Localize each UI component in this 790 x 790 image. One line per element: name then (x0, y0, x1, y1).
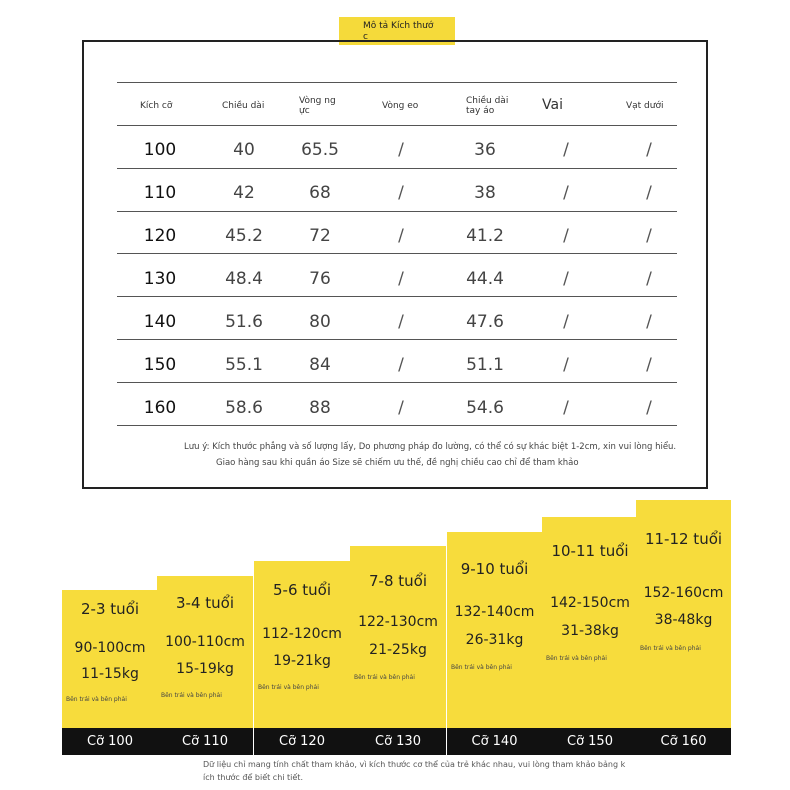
card-side-note: Bên trái và bên phải (546, 655, 607, 662)
header-sleeve-line2: tay áo (466, 106, 495, 116)
row-divider (117, 339, 677, 340)
cell-shoulder: / (563, 398, 569, 418)
cell-size: 110 (143, 183, 177, 203)
cell-waist: / (398, 140, 404, 160)
card-age: 7-8 tuổi (368, 572, 427, 590)
card-weight: 26-31kg (465, 632, 524, 648)
cell-waist: / (398, 226, 404, 246)
cell-chest: 80 (309, 312, 331, 332)
cell-size: 160 (143, 398, 177, 418)
cell-size: 130 (143, 269, 177, 289)
cell-chest: 68 (309, 183, 331, 203)
cell-shoulder: / (563, 140, 569, 160)
title-line-2: c (363, 32, 368, 42)
cell-length: 58.6 (225, 398, 263, 418)
cell-sleeve: 44.4 (466, 269, 504, 289)
card-age: 5-6 tuổi (272, 581, 331, 599)
card-size-label: Cỡ 130 (350, 728, 446, 755)
header-waist: Vòng eo (382, 101, 419, 111)
size-card-160 (636, 500, 731, 755)
cell-length: 48.4 (225, 269, 263, 289)
cell-chest: 84 (309, 355, 331, 375)
cell-chest: 72 (309, 226, 331, 246)
card-age: 3-4 tuổi (175, 594, 234, 612)
cell-sleeve: 54.6 (466, 398, 504, 418)
cell-shoulder: / (563, 355, 569, 375)
card-weight: 15-19kg (176, 661, 234, 677)
card-side-note: Bên trái và bên phải (451, 664, 512, 671)
size-card-130 (350, 546, 446, 755)
table-bottom-rule (117, 425, 677, 426)
card-side-note: Bên trái và bên phải (640, 645, 701, 652)
card-size-label: Cỡ 140 (447, 728, 542, 755)
header-sleeve (466, 96, 508, 116)
table-top-rule (117, 82, 677, 83)
card-side-note: Bên trái và bên phải (258, 684, 319, 691)
card-weight: 11-15kg (81, 666, 139, 682)
cell-waist: / (398, 398, 404, 418)
cell-hem: / (646, 183, 652, 203)
cell-sleeve: 36 (474, 140, 496, 160)
card-weight: 19-21kg (273, 653, 331, 669)
cell-sleeve: 47.6 (466, 312, 504, 332)
card-side-note: Bên trái và bên phải (354, 674, 415, 681)
cell-chest: 88 (309, 398, 331, 418)
cell-hem: / (646, 140, 652, 160)
header-size: Kích cỡ (140, 101, 173, 111)
cell-shoulder: / (563, 312, 569, 332)
card-weight: 31-38kg (561, 623, 619, 639)
footer-disclaimer-line2: ích thước để biết chi tiết. (203, 773, 303, 782)
card-height: 122-130cm (358, 614, 438, 630)
cell-hem: / (646, 269, 652, 289)
card-height: 112-120cm (262, 626, 342, 642)
card-side-note: Bên trái và bên phải (66, 696, 127, 703)
cell-hem: / (646, 226, 652, 246)
footer-disclaimer-line1: Dữ liệu chỉ mang tính chất tham khảo, vì kích thước cơ thể của trẻ khác nhau, vui lòng tham khảo bảng k (203, 760, 626, 769)
cell-size: 140 (143, 312, 177, 332)
cell-sleeve: 41.2 (466, 226, 504, 246)
card-weight: 38-48kg (654, 612, 713, 628)
header-rule (117, 125, 677, 126)
row-divider (117, 382, 677, 383)
measurement-note-line2: Giao hàng sau khi quần áo Size sẽ chiếm ưu thế, đề nghị chiều cao chỉ để tham khảo (216, 458, 579, 468)
card-height: 90-100cm (74, 640, 146, 656)
row-divider (117, 211, 677, 212)
cell-hem: / (646, 355, 652, 375)
header-chest-line1: Vòng ng (299, 96, 336, 106)
row-divider (117, 296, 677, 297)
card-height: 142-150cm (550, 595, 630, 611)
card-size-label: Cỡ 100 (62, 728, 158, 755)
row-divider (117, 168, 677, 169)
cell-size: 100 (143, 140, 177, 160)
cell-waist: / (398, 269, 404, 289)
header-length: Chiều dài (222, 101, 265, 111)
cell-shoulder: / (563, 183, 569, 203)
card-age: 2-3 tuổi (80, 600, 139, 618)
size-card-140 (447, 532, 542, 755)
card-size-label: Cỡ 110 (157, 728, 253, 755)
header-chest-line2: ực (299, 106, 310, 116)
title-line-1: Mô tả Kích thướ (363, 21, 434, 31)
card-height: 100-110cm (165, 634, 245, 650)
cell-hem: / (646, 398, 652, 418)
cell-size: 120 (143, 226, 177, 246)
cell-length: 42 (233, 183, 255, 203)
size-card-150 (542, 517, 638, 755)
cell-length: 55.1 (225, 355, 263, 375)
cell-waist: / (398, 183, 404, 203)
card-weight: 21-25kg (369, 642, 427, 658)
size-card-120 (254, 561, 350, 755)
header-shoulder: Vai (542, 97, 563, 113)
card-age: 11-12 tuổi (644, 530, 723, 548)
cell-length: 40 (233, 140, 255, 160)
card-size-label: Cỡ 160 (636, 728, 731, 755)
cell-length: 45.2 (225, 226, 263, 246)
cell-hem: / (646, 312, 652, 332)
size-card-100 (62, 590, 158, 755)
card-height: 152-160cm (643, 585, 724, 601)
card-size-label: Cỡ 150 (542, 728, 638, 755)
cell-waist: / (398, 312, 404, 332)
header-chest (299, 96, 336, 116)
cell-shoulder: / (563, 269, 569, 289)
cell-size: 150 (143, 355, 177, 375)
row-divider (117, 253, 677, 254)
cell-chest: 65.5 (301, 140, 339, 160)
cell-chest: 76 (309, 269, 331, 289)
cell-sleeve: 38 (474, 183, 496, 203)
card-height: 132-140cm (454, 604, 535, 620)
header-hem: Vạt dưới (626, 101, 664, 111)
cell-shoulder: / (563, 226, 569, 246)
card-age: 10-11 tuổi (551, 542, 629, 560)
header-sleeve-line1: Chiều dài (466, 96, 509, 106)
cell-length: 51.6 (225, 312, 263, 332)
card-side-note: Bên trái và bên phải (161, 692, 222, 699)
card-age: 9-10 tuổi (460, 560, 529, 578)
size-card-110 (157, 576, 253, 755)
cell-sleeve: 51.1 (466, 355, 504, 375)
measurement-note-line1: Lưu ý: Kích thước phẳng và số lượng lấy, Do phương pháp đo lường, có thể có sự khác biệt 1-2cm, xin vui lòng hiểu. (184, 442, 677, 452)
card-size-label: Cỡ 120 (254, 728, 350, 755)
cell-waist: / (398, 355, 404, 375)
